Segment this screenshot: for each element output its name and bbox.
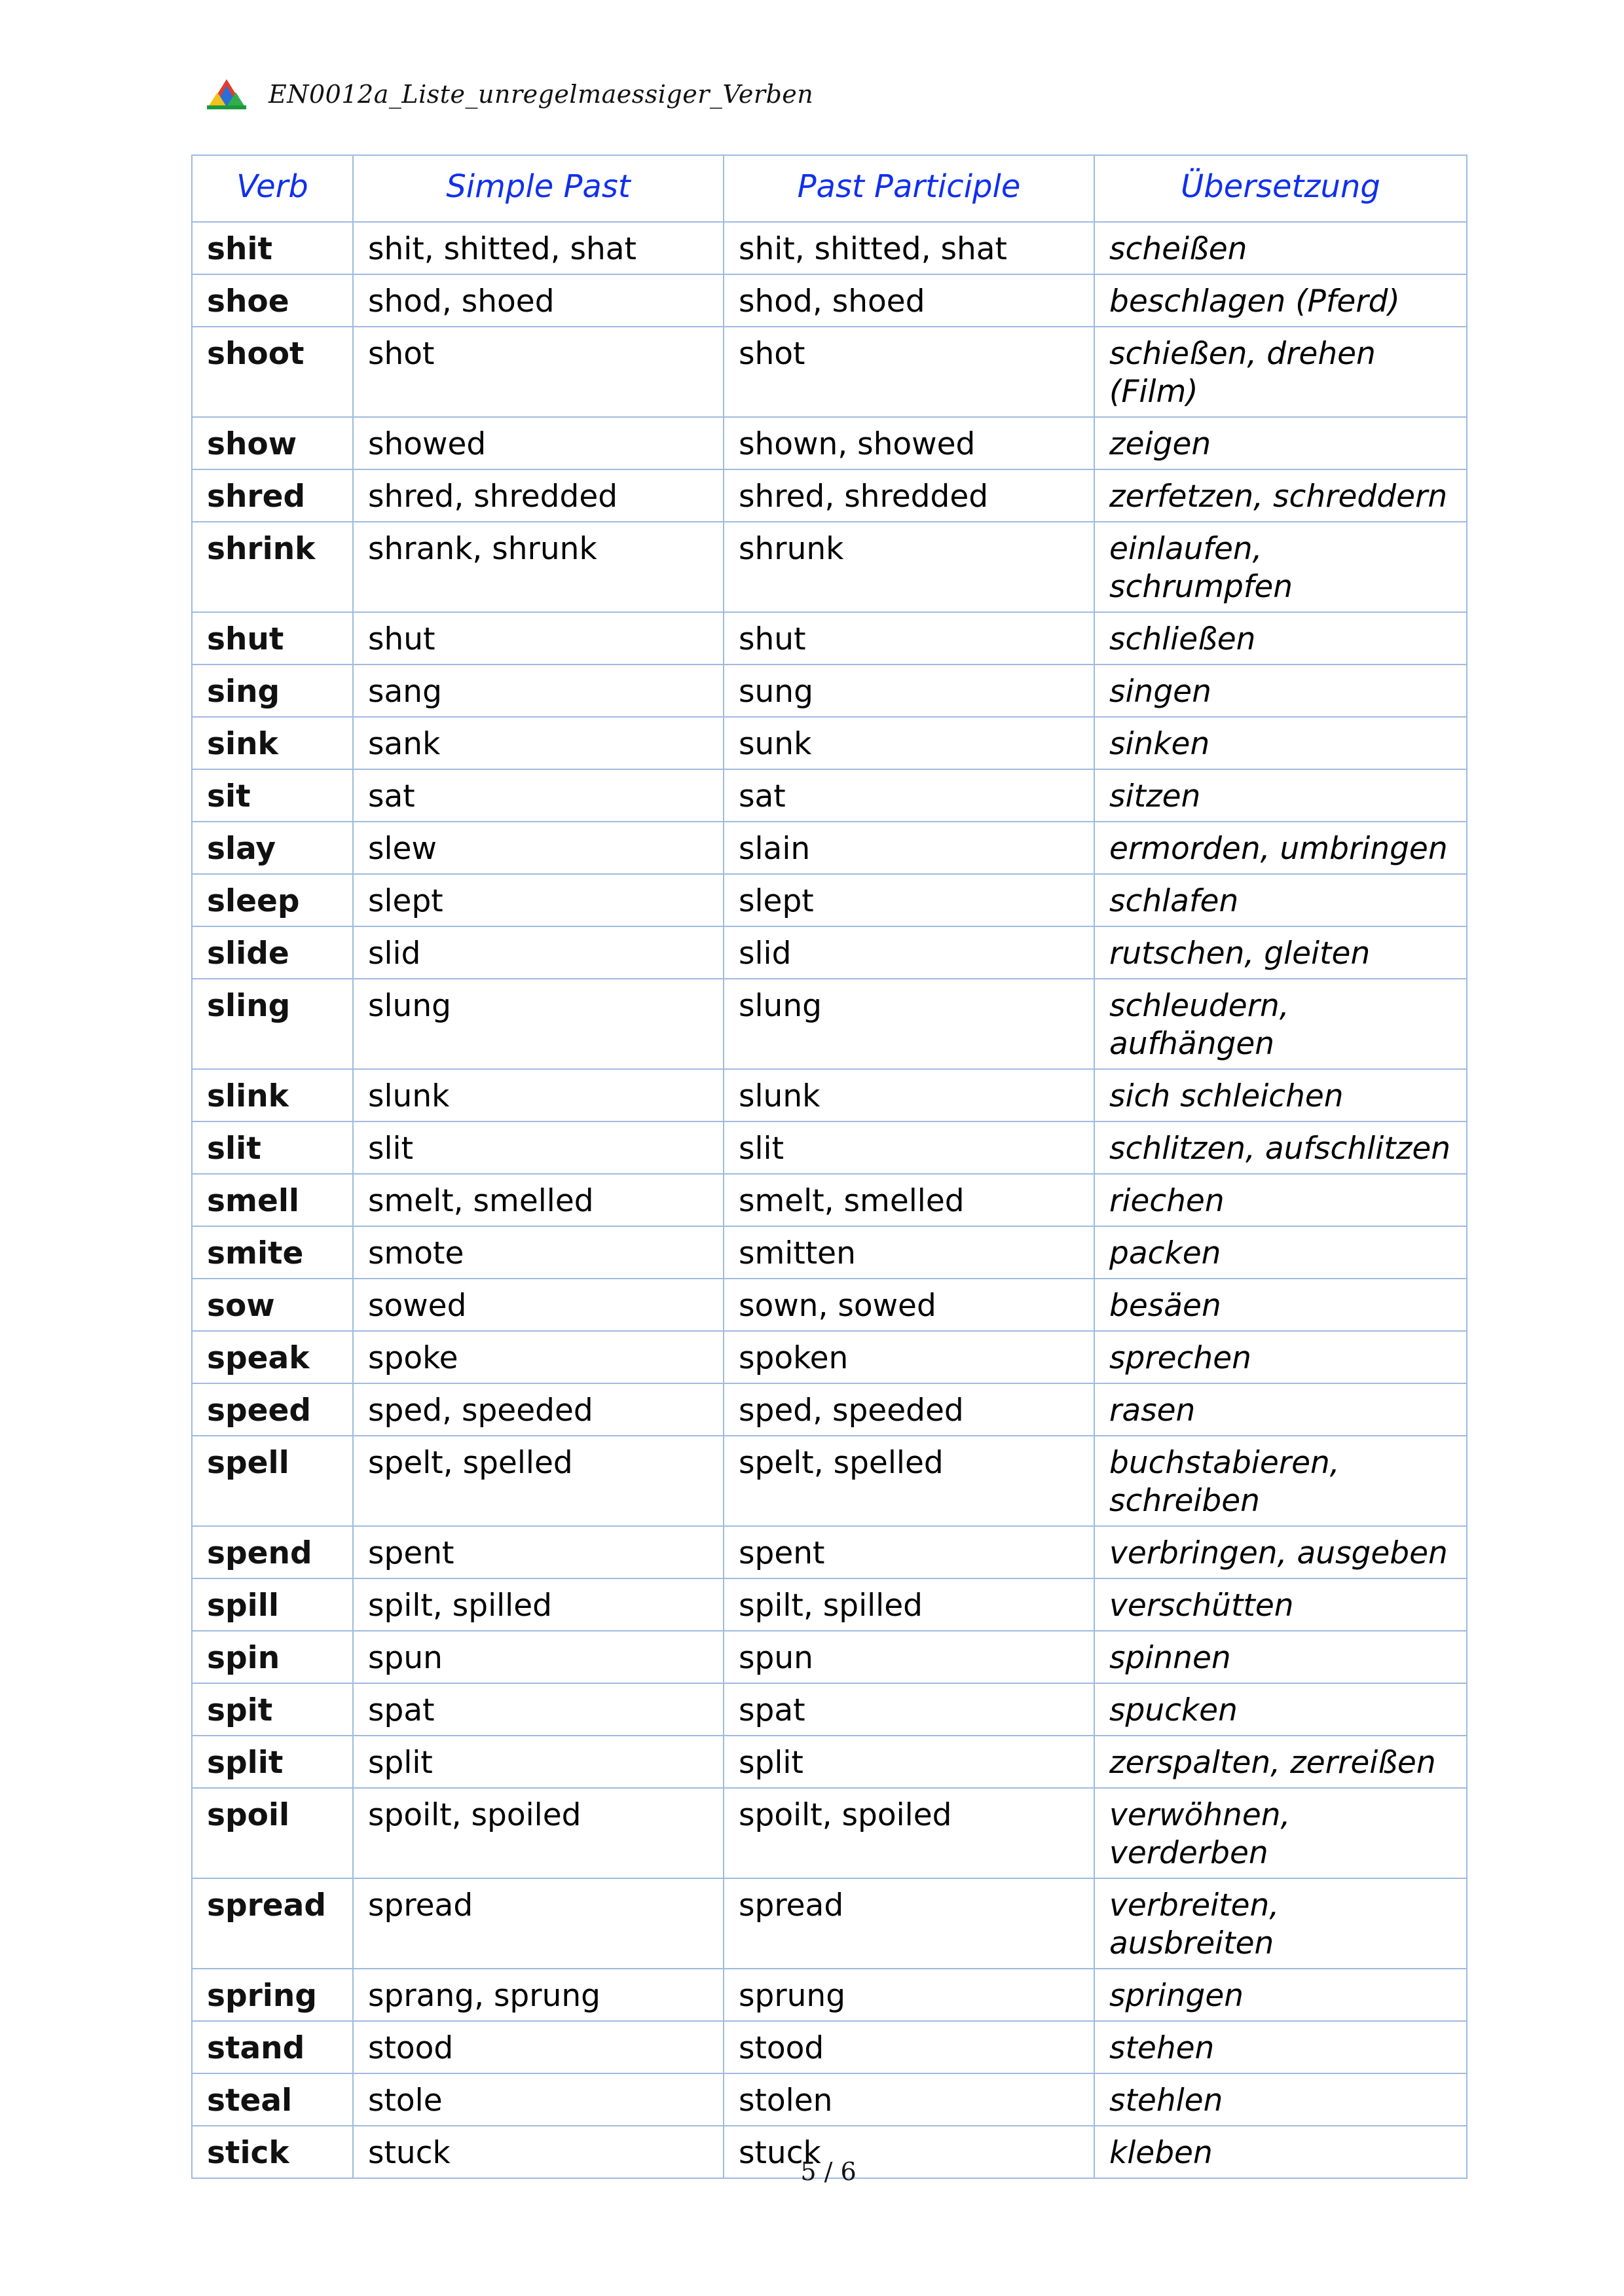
table-row: [192, 717, 1467, 769]
past-participle-cell: smitten: [724, 1226, 1094, 1279]
translation-cell: buchstabieren, schreiben: [1094, 1436, 1467, 1526]
simple-past-cell: sang: [353, 665, 724, 717]
verb-cell: spring: [192, 1969, 353, 2021]
simple-past-cell: slew: [353, 822, 724, 874]
past-participle-cell: slunk: [724, 1069, 1094, 1121]
past-participle-cell: spat: [724, 1683, 1094, 1736]
table-row: [192, 979, 1467, 1069]
simple-past-cell: spoilt, spoiled: [353, 1788, 724, 1878]
translation-cell: einlaufen, schrumpfen: [1094, 522, 1467, 612]
table-row: [192, 1578, 1467, 1631]
verb-cell: stick: [192, 2126, 353, 2178]
table-row: [192, 222, 1467, 274]
past-participle-cell: slung: [724, 979, 1094, 1069]
verb-cell: slide: [192, 926, 353, 979]
translation-cell: zeigen: [1094, 417, 1467, 469]
translation-cell: ermorden, umbringen: [1094, 822, 1467, 874]
simple-past-cell: sowed: [353, 1279, 724, 1331]
table-row: [192, 1631, 1467, 1683]
simple-past-cell: showed: [353, 417, 724, 469]
table-row: [192, 612, 1467, 665]
past-participle-cell: shut: [724, 612, 1094, 665]
column-header-simple-past: Simple Past: [353, 155, 724, 222]
verb-cell: speak: [192, 1331, 353, 1383]
simple-past-cell: stole: [353, 2073, 724, 2126]
translation-cell: beschlagen (Pferd): [1094, 274, 1467, 327]
verb-cell: shoot: [192, 327, 353, 417]
verb-cell: slit: [192, 1121, 353, 1174]
verb-cell: show: [192, 417, 353, 469]
verb-cell: steal: [192, 2073, 353, 2126]
column-header-verb: Verb: [192, 155, 353, 222]
verb-cell: split: [192, 1736, 353, 1788]
page-header: [204, 73, 813, 115]
past-participle-cell: stolen: [724, 2073, 1094, 2126]
past-participle-cell: spilt, spilled: [724, 1578, 1094, 1631]
simple-past-cell: shit, shitted, shat: [353, 222, 724, 274]
past-participle-cell: shrunk: [724, 522, 1094, 612]
translation-cell: spinnen: [1094, 1631, 1467, 1683]
simple-past-cell: spelt, spelled: [353, 1436, 724, 1526]
table-row: [192, 327, 1467, 417]
verb-cell: sleep: [192, 874, 353, 926]
verb-cell: shut: [192, 612, 353, 665]
verb-cell: spread: [192, 1878, 353, 1969]
past-participle-cell: shot: [724, 327, 1094, 417]
translation-cell: schlafen: [1094, 874, 1467, 926]
translation-cell: rasen: [1094, 1383, 1467, 1436]
past-participle-cell: smelt, smelled: [724, 1174, 1094, 1226]
table-row: [192, 1279, 1467, 1331]
past-participle-cell: sped, speeded: [724, 1383, 1094, 1436]
simple-past-cell: slunk: [353, 1069, 724, 1121]
table-row: [192, 2021, 1467, 2073]
simple-past-cell: shred, shredded: [353, 469, 724, 522]
translation-cell: sprechen: [1094, 1331, 1467, 1383]
table-body: [192, 222, 1467, 2178]
table-row: [192, 1736, 1467, 1788]
verb-cell: shrink: [192, 522, 353, 612]
table-row: [192, 1526, 1467, 1578]
translation-cell: schleudern, aufhängen: [1094, 979, 1467, 1069]
verb-cell: shred: [192, 469, 353, 522]
past-participle-cell: sung: [724, 665, 1094, 717]
table-row: [192, 665, 1467, 717]
table-row: [192, 522, 1467, 612]
column-header-translation: Übersetzung: [1094, 155, 1467, 222]
verb-cell: slink: [192, 1069, 353, 1121]
verb-cell: smite: [192, 1226, 353, 1279]
past-participle-cell: spoken: [724, 1331, 1094, 1383]
simple-past-cell: stuck: [353, 2126, 724, 2178]
column-header-past-participle: Past Participle: [724, 155, 1094, 222]
past-participle-cell: spoilt, spoiled: [724, 1788, 1094, 1878]
verb-cell: stand: [192, 2021, 353, 2073]
translation-cell: riechen: [1094, 1174, 1467, 1226]
translation-cell: scheißen: [1094, 222, 1467, 274]
simple-past-cell: shot: [353, 327, 724, 417]
table-row: [192, 1069, 1467, 1121]
table-row: [192, 769, 1467, 822]
simple-past-cell: stood: [353, 2021, 724, 2073]
translation-cell: verbreiten, ausbreiten: [1094, 1878, 1467, 1969]
past-participle-cell: sat: [724, 769, 1094, 822]
verb-cell: spend: [192, 1526, 353, 1578]
translation-cell: springen: [1094, 1969, 1467, 2021]
verb-cell: slay: [192, 822, 353, 874]
past-participle-cell: spelt, spelled: [724, 1436, 1094, 1526]
verb-cell: sit: [192, 769, 353, 822]
simple-past-cell: sped, speeded: [353, 1383, 724, 1436]
translation-cell: schießen, drehen (Film): [1094, 327, 1467, 417]
table-row: [192, 822, 1467, 874]
verb-cell: spit: [192, 1683, 353, 1736]
table-row: [192, 1436, 1467, 1526]
verb-cell: spill: [192, 1578, 353, 1631]
verb-cell: speed: [192, 1383, 353, 1436]
table-row: [192, 2073, 1467, 2126]
translation-cell: sich schleichen: [1094, 1069, 1467, 1121]
translation-cell: spucken: [1094, 1683, 1467, 1736]
translation-cell: kleben: [1094, 2126, 1467, 2178]
verb-cell: shit: [192, 222, 353, 274]
simple-past-cell: slept: [353, 874, 724, 926]
table-row: [192, 1878, 1467, 1969]
translation-cell: schließen: [1094, 612, 1467, 665]
past-participle-cell: slain: [724, 822, 1094, 874]
verb-cell: sow: [192, 1279, 353, 1331]
table-row: [192, 417, 1467, 469]
simple-past-cell: spun: [353, 1631, 724, 1683]
translation-cell: sitzen: [1094, 769, 1467, 822]
simple-past-cell: spread: [353, 1878, 724, 1969]
translation-cell: stehlen: [1094, 2073, 1467, 2126]
simple-past-cell: spoke: [353, 1331, 724, 1383]
verb-cell: smell: [192, 1174, 353, 1226]
verb-cell: shoe: [192, 274, 353, 327]
page-number: 5 / 6: [800, 2157, 857, 2186]
translation-cell: rutschen, gleiten: [1094, 926, 1467, 979]
table-row: [192, 1383, 1467, 1436]
table-row: [192, 874, 1467, 926]
past-participle-cell: sunk: [724, 717, 1094, 769]
colorful-triangle-logo-icon: [204, 78, 249, 111]
past-participle-cell: split: [724, 1736, 1094, 1788]
table-row: [192, 926, 1467, 979]
simple-past-cell: shut: [353, 612, 724, 665]
table-row: [192, 1683, 1467, 1736]
simple-past-cell: spat: [353, 1683, 724, 1736]
translation-cell: zerspalten, zerreißen: [1094, 1736, 1467, 1788]
table-row: [192, 1969, 1467, 2021]
translation-cell: besäen: [1094, 1279, 1467, 1331]
simple-past-cell: slid: [353, 926, 724, 979]
translation-cell: stehen: [1094, 2021, 1467, 2073]
past-participle-cell: sprung: [724, 1969, 1094, 2021]
table-row: [192, 1788, 1467, 1878]
translation-cell: schlitzen, aufschlitzen: [1094, 1121, 1467, 1174]
irregular-verbs-table: [191, 155, 1467, 2179]
simple-past-cell: sank: [353, 717, 724, 769]
past-participle-cell: slept: [724, 874, 1094, 926]
verb-cell: spoil: [192, 1788, 353, 1878]
past-participle-cell: shit, shitted, shat: [724, 222, 1094, 274]
verb-cell: sing: [192, 665, 353, 717]
translation-cell: verwöhnen, verderben: [1094, 1788, 1467, 1878]
past-participle-cell: slit: [724, 1121, 1094, 1174]
translation-cell: sinken: [1094, 717, 1467, 769]
simple-past-cell: shrank, shrunk: [353, 522, 724, 612]
past-participle-cell: shred, shredded: [724, 469, 1094, 522]
translation-cell: verschütten: [1094, 1578, 1467, 1631]
past-participle-cell: sown, sowed: [724, 1279, 1094, 1331]
simple-past-cell: sprang, sprung: [353, 1969, 724, 2021]
verb-cell: spin: [192, 1631, 353, 1683]
table-row: [192, 1331, 1467, 1383]
table-row: [192, 1226, 1467, 1279]
past-participle-cell: slid: [724, 926, 1094, 979]
past-participle-cell: stuck: [724, 2126, 1094, 2178]
translation-cell: verbringen, ausgeben: [1094, 1526, 1467, 1578]
past-participle-cell: spent: [724, 1526, 1094, 1578]
verb-cell: sink: [192, 717, 353, 769]
past-participle-cell: stood: [724, 2021, 1094, 2073]
table-header-row: [192, 155, 1467, 222]
simple-past-cell: split: [353, 1736, 724, 1788]
simple-past-cell: shod, shoed: [353, 274, 724, 327]
simple-past-cell: slung: [353, 979, 724, 1069]
verb-cell: spell: [192, 1436, 353, 1526]
document-title: EN0012a_Liste_unregelmaessiger_Verben: [268, 80, 814, 109]
verb-cell: sling: [192, 979, 353, 1069]
past-participle-cell: shod, shoed: [724, 274, 1094, 327]
table-row: [192, 1121, 1467, 1174]
past-participle-cell: spun: [724, 1631, 1094, 1683]
simple-past-cell: smote: [353, 1226, 724, 1279]
translation-cell: zerfetzen, schreddern: [1094, 469, 1467, 522]
simple-past-cell: sat: [353, 769, 724, 822]
past-participle-cell: shown, showed: [724, 417, 1094, 469]
simple-past-cell: slit: [353, 1121, 724, 1174]
simple-past-cell: smelt, smelled: [353, 1174, 724, 1226]
simple-past-cell: spent: [353, 1526, 724, 1578]
simple-past-cell: spilt, spilled: [353, 1578, 724, 1631]
translation-cell: singen: [1094, 665, 1467, 717]
table-row: [192, 469, 1467, 522]
table-row: [192, 274, 1467, 327]
past-participle-cell: spread: [724, 1878, 1094, 1969]
translation-cell: packen: [1094, 1226, 1467, 1279]
table-row: [192, 1174, 1467, 1226]
